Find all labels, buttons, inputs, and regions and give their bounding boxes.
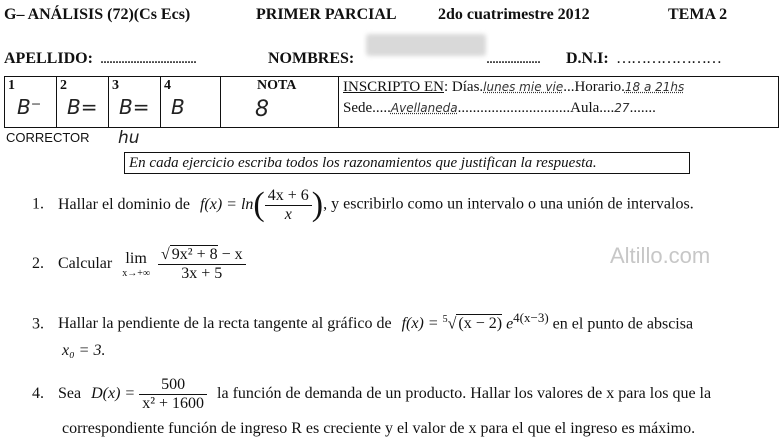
- limit-operator: [122, 250, 150, 279]
- nota-label: NOTA: [257, 78, 297, 93]
- exercise-3-abscissa: x₀ = 3.: [62, 342, 106, 359]
- item-text-post: la función de demanda de un producto. Hallar los valores de x para los que la: [217, 385, 712, 403]
- exercise-2: 2. Calcular lim x→+∞ $\frac{\text{√ 9x² + 8 − x}}{3x + 5}$: [32, 246, 246, 283]
- item-number: 2.: [32, 255, 44, 273]
- corrector-label: CORRECTOR: [6, 130, 90, 145]
- item-number: 3.: [32, 315, 44, 333]
- course-title: G– ANÁLISIS (72)(Cs Ecs): [4, 6, 191, 23]
- fraction-denominator: 3x + 5: [181, 265, 223, 282]
- redacted-name: [366, 34, 486, 56]
- function-def: f(x) = ln: [199, 195, 254, 213]
- dni-label: D.N.I:: [566, 50, 609, 67]
- grade-cell-4: [161, 77, 221, 127]
- item-number: 1.: [32, 195, 44, 213]
- apellido-field: ................................: [100, 50, 196, 67]
- nota-cell: [221, 77, 339, 127]
- exponent: 4(x−3): [513, 310, 549, 325]
- item-number: 4.: [32, 385, 44, 403]
- sede-value: Avellaneda: [390, 101, 458, 115]
- item-text-post: en el punto de abscisa: [552, 315, 694, 333]
- grade-mark: B⁻: [17, 95, 42, 119]
- item-text: Calcular: [58, 255, 113, 273]
- grade-cell-number: 3: [112, 78, 119, 93]
- corrector-signature: hu: [118, 128, 140, 148]
- limit-label: lim: [125, 250, 147, 267]
- limit-subscript: x→+∞: [122, 268, 150, 279]
- horario-value: 18 a 21hs: [624, 80, 685, 94]
- grade-mark: B: [171, 95, 185, 119]
- fraction-numerator: 500: [139, 376, 207, 395]
- dias-value: lunes mie vie: [483, 80, 564, 94]
- radicand: (x − 2): [458, 315, 503, 333]
- exp-base: e: [506, 315, 514, 333]
- exercise-4-line2: correspondiente función de ingreso R es creciente y el valor de x para el que el ingreso es máximo.: [62, 420, 696, 437]
- fraction-denominator: x: [284, 205, 292, 223]
- function-def: D(x) =: [91, 385, 136, 403]
- tema-label: TEMA 2: [668, 6, 728, 23]
- item-text: Hallar la pendiente de la recta tangente al gráfico de: [58, 315, 392, 333]
- dni-field: …………………: [616, 50, 721, 67]
- term-label: 2do cuatrimestre 2012: [438, 6, 590, 23]
- inscripto-label: INSCRIPTO EN: [343, 79, 444, 95]
- instruction-box: En cada ejercicio escriba todos los razonamientos que justifican la respuesta.: [124, 152, 690, 174]
- root-index: 5: [442, 314, 448, 325]
- item-text: Hallar el dominio de: [58, 195, 190, 213]
- exercise-3: 3. Hallar la pendiente de la recta tangente al gráfico de f(x) = $^5$√ (x − 2) $e^{4(x-3)}$ en el punto de abscisa: [32, 310, 694, 333]
- aula-label: Aula: [570, 100, 600, 116]
- nombres-field: ..................: [486, 50, 540, 67]
- item-text-post: , y escribirlo como un intervalo o una unión de intervalos.: [323, 195, 694, 213]
- grade-table: [4, 76, 779, 128]
- dias-label: : Días: [444, 79, 480, 95]
- grade-mark: B=: [119, 95, 150, 119]
- sede-row: Sede.....Avellaneda..............................Aula....27.......: [343, 100, 656, 116]
- watermark: Altillo.com: [610, 243, 711, 268]
- grade-cell-1: [5, 77, 57, 127]
- horario-label: Horario: [574, 79, 622, 95]
- aula-value: 27: [614, 101, 630, 115]
- grade-cell-2: [57, 77, 109, 127]
- grade-cell-number: 4: [164, 78, 171, 93]
- numerator-rest: − x: [217, 246, 243, 263]
- fraction-denominator: x² + 1600: [142, 395, 205, 412]
- grade-mark: B=: [67, 95, 98, 119]
- sede-label: Sede: [343, 100, 373, 116]
- item-text: Sea: [58, 385, 82, 403]
- radicand: 9x² + 8: [171, 246, 218, 263]
- nota-value: 8: [255, 97, 269, 122]
- grade-cell-3: [109, 77, 161, 127]
- exam-title: PRIMER PARCIAL: [256, 6, 397, 23]
- grade-cell-number: 2: [60, 78, 67, 93]
- grade-cell-number: 1: [8, 78, 15, 93]
- exercise-1: 1. Hallar el dominio de f(x) = ln( $\frac{4x + 6}{x}$ ), y escribirlo como un intervalo o una unión de intervalos.: [32, 186, 694, 223]
- exercise-4: [32, 376, 711, 413]
- function-def: f(x) =: [401, 315, 439, 333]
- apellido-label: APELLIDO:: [4, 50, 93, 67]
- inscripto-row: INSCRIPTO EN: Días.lunes mie vie...Horario.18 a 21hs: [343, 79, 685, 95]
- fraction-numerator: 4x + 6: [265, 187, 312, 206]
- nombres-label: NOMBRES:: [268, 50, 355, 67]
